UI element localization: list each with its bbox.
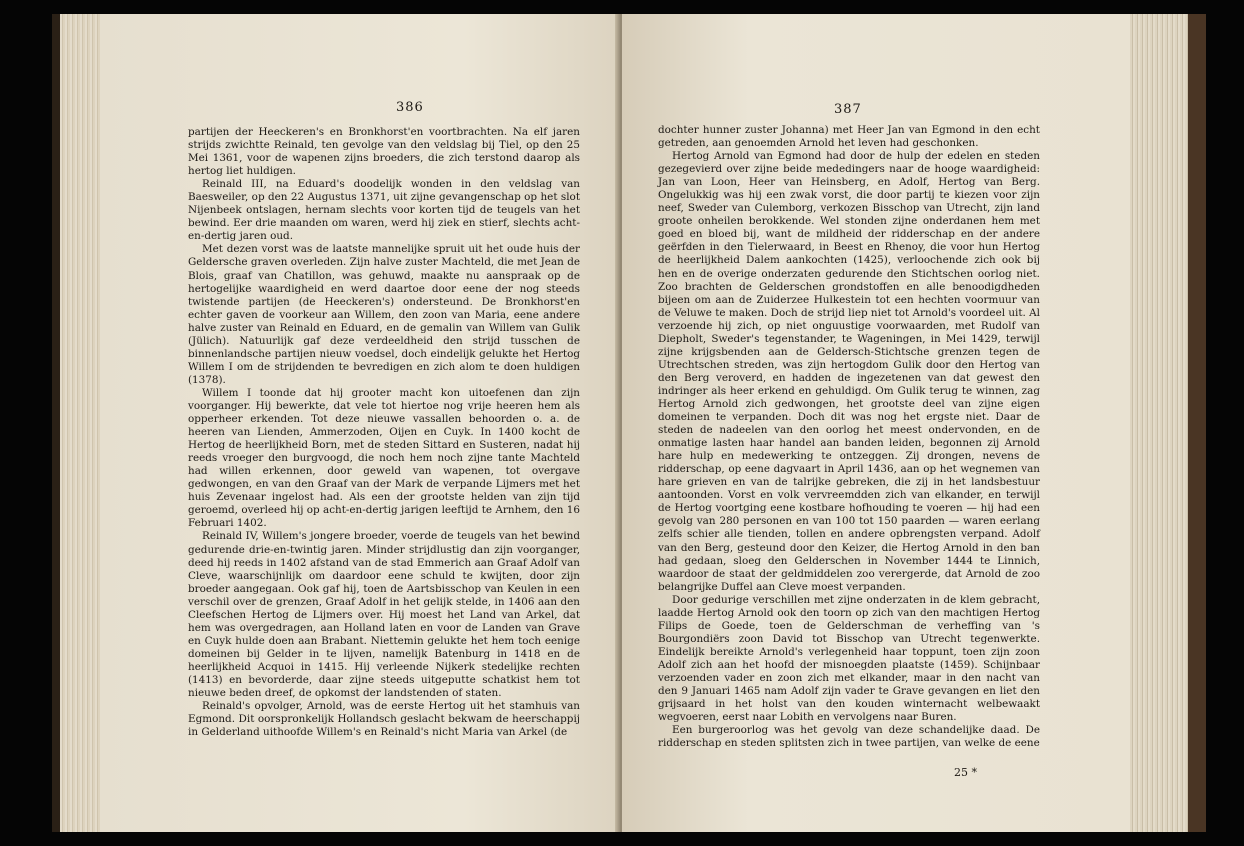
- paragraph: Met dezen vorst was de laatste mannelijke spruit uit het oude huis der Geldersche graven overleden. Zijn halve zuster Machteld, die met Jean de Blois, graaf van Chatillon, was gehuwd, maakte nu aanspraak op de hertogelijke waardigheid en werd daartoe door eene der nog steeds twistende partijen (de Heeckeren's) ondersteund. De Bronkhorst'en echter gaven de voorkeur aan Willem, den zoon van Maria, eene andere halve zuster van Reinald en Eduard, en de gemalin van Willem van Gulik (Jülich). Natuurlijk gaf deze verdeeldheid den strijd tusschen de binnenlandsche partijen nieuw voedsel, doch eindelijk gelukte het Hertog Willem I om de strijdenden te bevredigen en zich alom te doen huldigen (1378).: [188, 243, 580, 386]
- open-book: [60, 14, 1190, 832]
- paragraph: dochter hunner zuster Johanna) met Heer Jan van Egmond in den echt getreden, aan genoemden Arnold het leven had geschonken.: [658, 124, 1040, 150]
- paragraph: Een burgeroorlog was het gevolg van deze schandelijke daad. De ridderschap en steden splitsten zich in twee partijen, van welke de eene: [658, 724, 1040, 750]
- paragraph: Reinald IV, Willem's jongere broeder, voerde de teugels van het bewind gedurende drie-en-twintig jaren. Minder strijdlustig dan zijn voorganger, deed hij reeds in 1402 afstand van de stad Emmerich aan Graaf Adolf van Cleve, waarschijnlijk om daardoor eene schuld te kwijten, door zijn broeder aangegaan. Ook gaf hij, toen de Aartsbisschop van Keulen in een verschil over de grenzen, Graaf Adolf in het gelijk stelde, in 1406 aan den Cleefschen Hertog de Lijmers over. Hij moest het Land van Arkel, dat hem was overgedragen, aan Holland laten en voor de Landen van Grave en Cuyk hulde doen aan Brabant. Niettemin gelukte het hem toch eenige domeinen bij Gelder in te lijven, namelijk Batenburg in 1418 en de heerlijkheid Acquoi in 1415. Hij verleende Nijkerk stedelijke rechten (1413) en bevorderde, daar zijne steeds uitgeputte schatkist hem tot nieuwe beden dreef, de opkomst der landstenden of staten.: [188, 530, 580, 700]
- page-edges-left: [60, 14, 100, 832]
- page-body: [188, 126, 580, 739]
- book-cover-right: [1188, 14, 1206, 832]
- page-edges-right: [1130, 14, 1190, 832]
- signature-mark: 25 *: [954, 766, 977, 779]
- paragraph: Hertog Arnold van Egmond had door de hulp der edelen en steden gezegevierd over zijne beide mededingers naar de hooge waardigheid: Jan van Loon, Heer van Heinsberg, en Adolf, Hertog van Berg. Ongelukkig was hij een zwak vorst, die door partij te kiezen voor zijn neef, Sweder van Culemborg, verkozen Bisschop van Utrecht, zijn land groote onheilen berokkende. Wel stonden zijne onderdanen hem met goed en bloed bij, want de mildheid der ridderschap en der andere geërfden in den Tielerwaard, in Beest en Rhenoy, die voor hun Hertog de heerlijkheid Dalem aankochten (1425), verloochende zich ook bij hen en de overige onderzaten gedurende den Stichtschen oorlog niet. Zoo brachten de Gelderschen grondstoffen en alle benoodigdheden bijeen om aan de Zuiderzee Hulkestein tot een hechten voormuur van de Veluwe te maken. Doch de strijd liep niet tot Arnold's voordeel uit. Al verzoende hij zich, op niet onguustige voorwaarden, met Rudolf van Diepholt, Sweder's tegenstander, te Wageningen, in Mei 1429, terwijl zijne krijgsbenden aan de Geldersch-Stichtsche grenzen tegen de Utrechtschen streden, was zijn hertogdom Gulik door den Hertog van den Berg veroverd, en hadden de ingezetenen van dat gewest den indringer als heer erkend en gehuldigd. Om Gulik terug te winnen, zag Hertog Arnold zich gedwongen, het grootste deel van zijne eigen domeinen te verpanden. Doch dit was nog het ergste niet. Daar de steden de nadeelen van den oorlog het meest ondervonden, en de onmatige lasten haar handel aan banden leiden, begonnen zij Arnold hare hulp en medewerking te ontzeggen. Zij drongen, nevens de ridderschap, op eene dagvaart in April 1436, aan op het wegnemen van hare grieven en van de talrijke gebreken, die zij in het landsbestuur aantoonden. Vorst en volk vervreemdden zich van elkander, en terwijl de Hertog voortging eene kostbare hofhouding te voeren — hij had een gevolg van 280 personen en van 100 tot 150 paarden — waren eerlang zelfs schier alle tienden, tollen en andere opbrengsten verpand. Adolf van den Berg, gesteund door den Keizer, die Hertog Arnold in den ban had gedaan, sloeg den Gelderschen in November 1444 te Linnich, waardoor de staat der geldmiddelen zoo verergerde, dat Arnold de zoo belangrijke Duffel aan Cleve moest verpanden.: [658, 150, 1040, 593]
- page-number: 387: [834, 102, 862, 117]
- page-number: 386: [396, 100, 424, 115]
- paragraph: Reinald III, na Eduard's doodelijk wonden in den veldslag van Baesweiler, op den 22 Augustus 1371, uit zijne gevangenschap op het slot Nijenbeek ontslagen, hernam slechts voor korten tijd de teugels van het bewind. Eer drie maanden om waren, werd hij ziek en stierf, slechts acht-en-dertig jaren oud.: [188, 178, 580, 243]
- paragraph: Reinald's opvolger, Arnold, was de eerste Hertog uit het stamhuis van Egmond. Dit oorspronkelijk Hollandsch geslacht bekwam de heerschappij in Gelderland uithoofde Willem's en Reinald's nicht Maria van Arkel (de: [188, 700, 580, 739]
- page-body: [658, 124, 1040, 750]
- paragraph: Door gedurige verschillen met zijne onderzaten in de klem gebracht, laadde Hertog Arnold ook den toorn op zich van den machtigen Hertog Filips de Goede, toen de Gelderschman de verheffing van 's Bourgondiërs zoon David tot Bisschop van Utrecht tegenwerkte. Eindelijk bereikte Arnold's verlegenheid haar toppunt, toen zijn zoon Adolf zich aan het hoofd der misnoegden plaatste (1459). Schijnbaar verzoenden vader en zoon zich met elkander, maar in den nacht van den 9 Januari 1465 nam Adolf zijn vader te Grave gevangen en liet den grijsaard in het holst van den kouden winternacht welbewaakt wegvoeren, eerst naar Lobith en vervolgens naar Buren.: [658, 593, 1040, 724]
- paragraph: Willem I toonde dat hij grooter macht kon uitoefenen dan zijn voorganger. Hij bewerkte, dat vele tot hiertoe nog vrije heeren hem als opperheer erkenden. Tot deze nieuwe vassallen behoorden o. a. de heeren van Lienden, Ammerzoden, Oijen en Cuyk. In 1400 kocht de Hertog de heerlijkheid Born, met de steden Sittard en Susteren, nadat hij reeds vroeger den burgvoogd, die noch hem noch zijne tante Machteld had willen erkennen, door geweld van wapenen, tot overgave gedwongen, en van den Graaf van der Mark de verpande Lijmers met het huis Zevenaar ingelost had. Als een der grootste helden van zijn tijd geroemd, overleed hij op acht-en-dertig jarigen leeftijd te Arnhem, den 16 Februari 1402.: [188, 386, 580, 530]
- paragraph: partijen der Heeckeren's en Bronkhorst'en voortbrachten. Na elf jaren strijds zwichtte Reinald, ten gevolge van den veldslag bij Tiel, op den 25 Mei 1361, voor de wapenen zijns broeders, die zich terstond daarop als hertog liet huldigen.: [188, 126, 580, 178]
- right-page: [622, 14, 1130, 832]
- left-page: [100, 14, 620, 832]
